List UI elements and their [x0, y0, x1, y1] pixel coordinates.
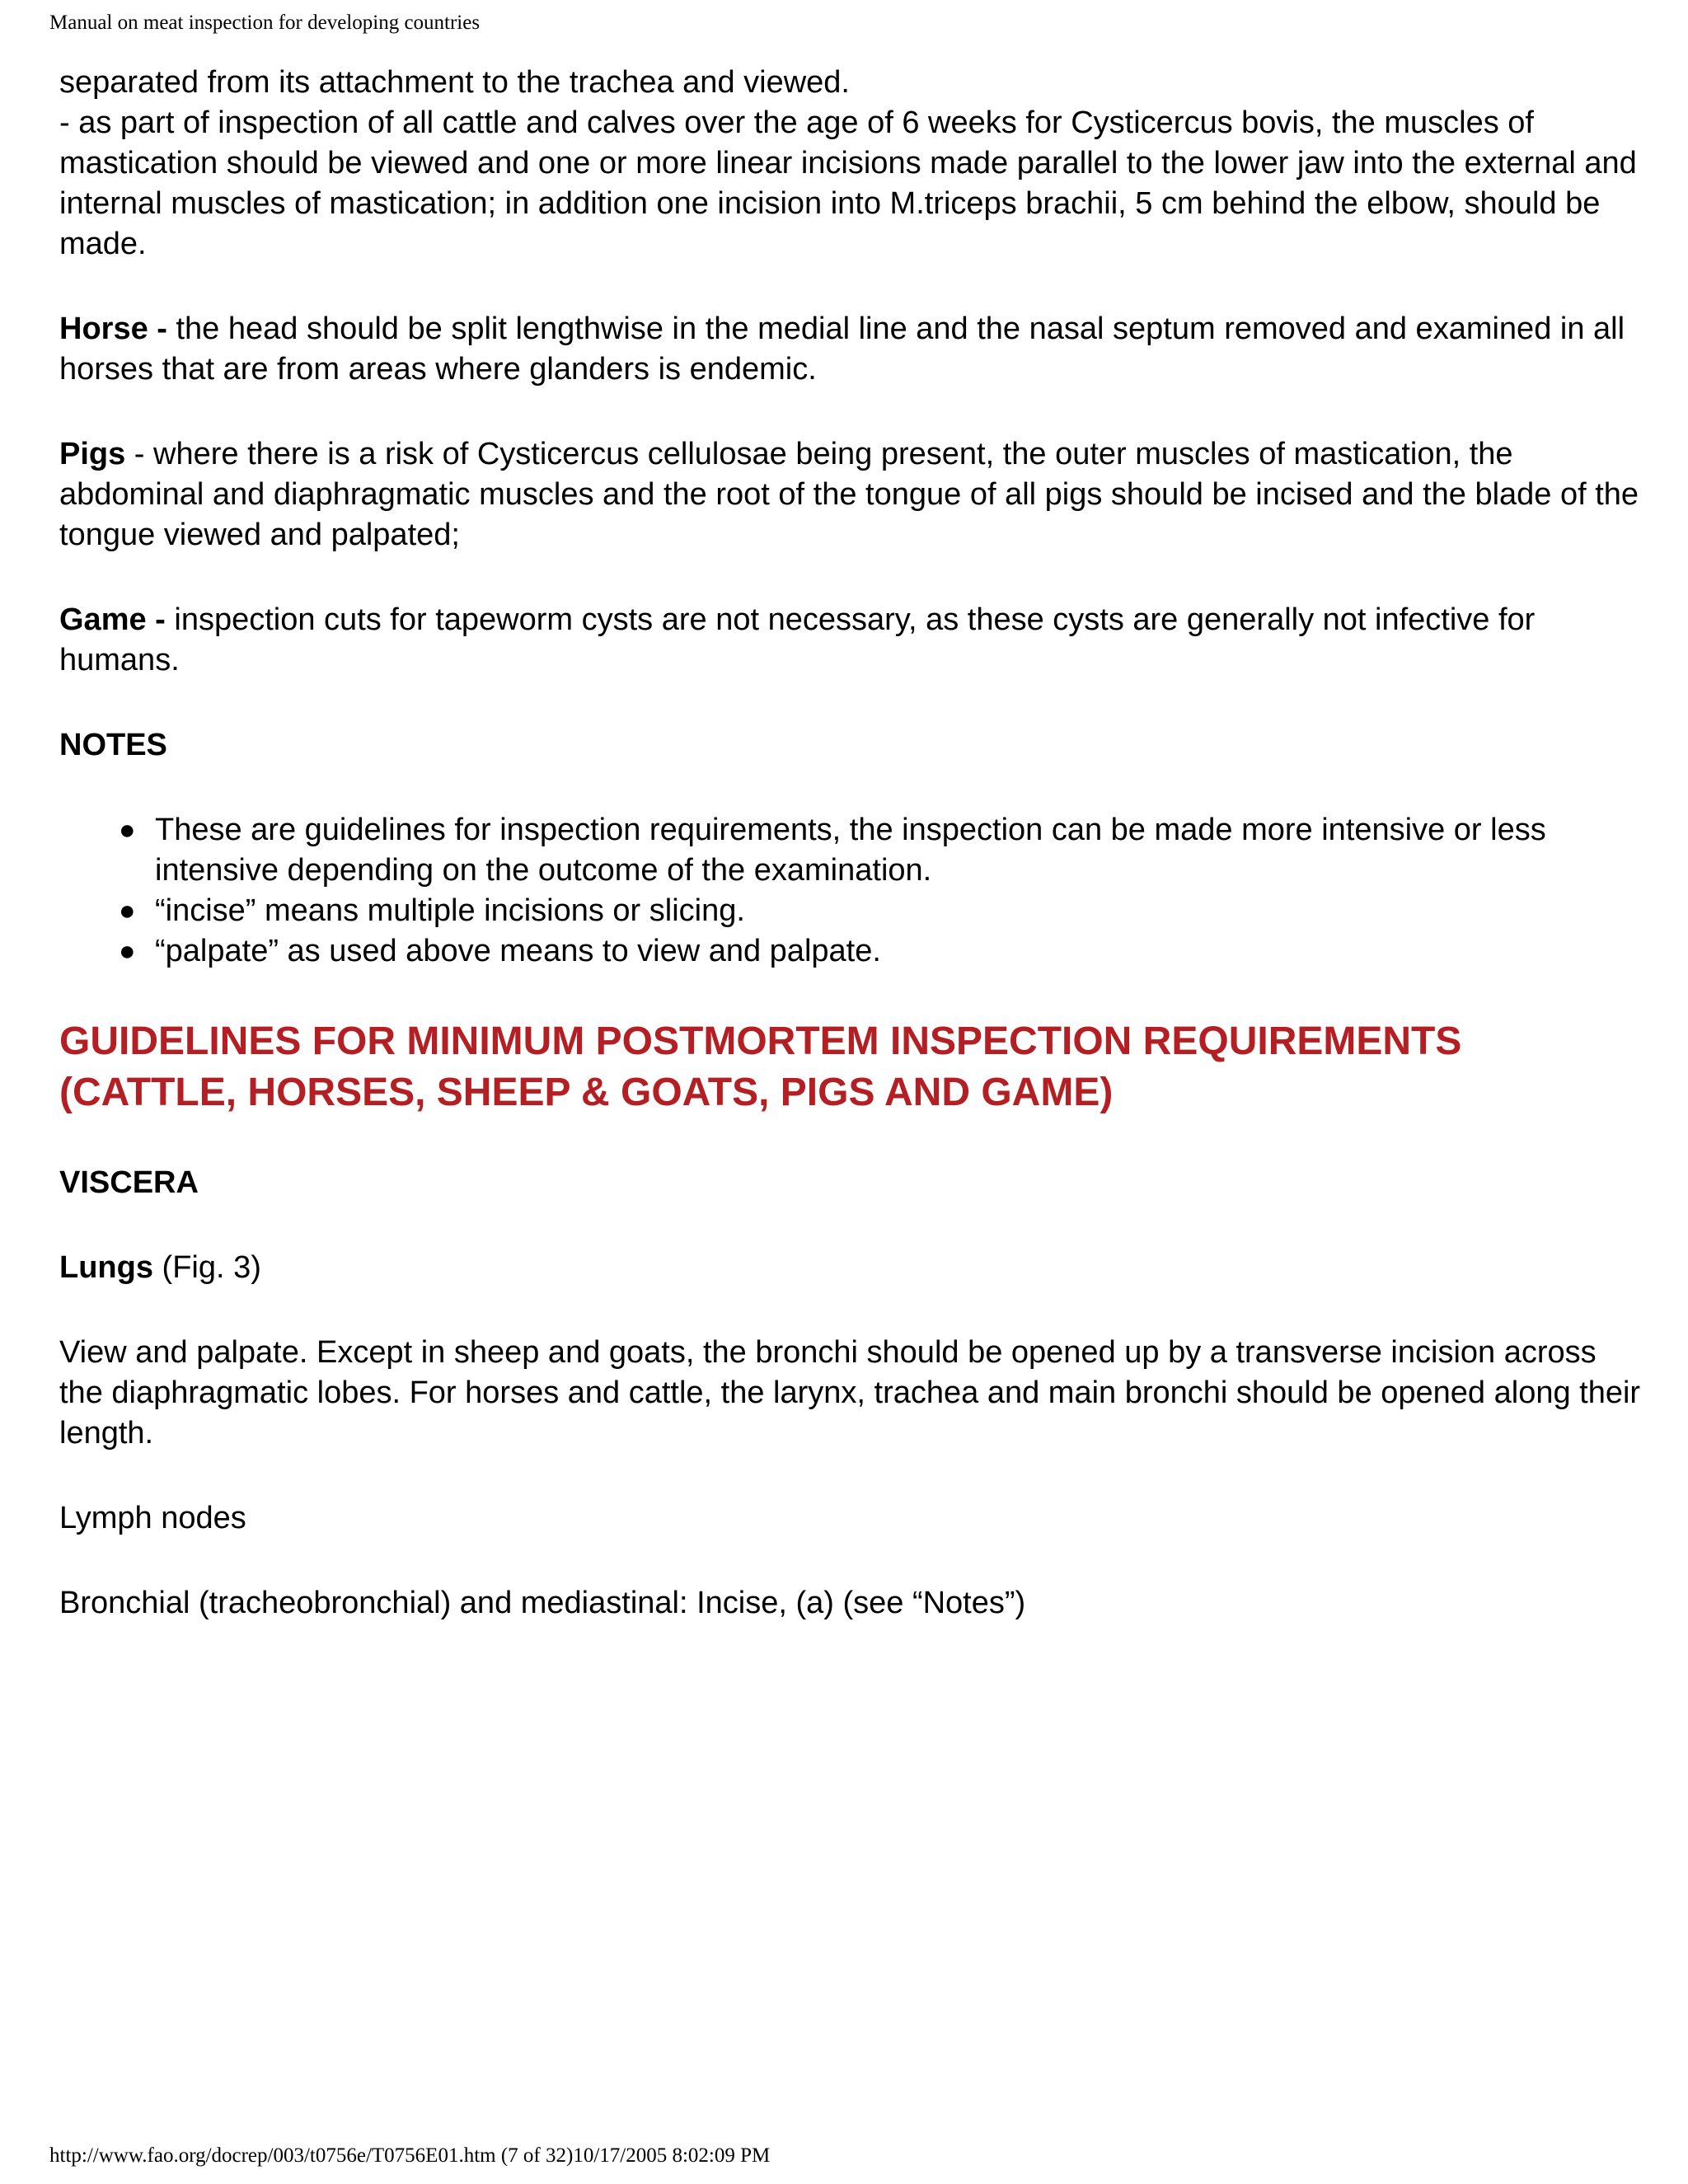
note-text: “palpate” as used above means to view and palpate.	[155, 934, 881, 968]
paragraph-bronchial: Bronchial (tracheobronchial) and mediastinal: Incise, (a) (see “Notes”)	[59, 1586, 1026, 1620]
game-label: Game -	[59, 602, 166, 637]
notes-title: NOTES	[59, 728, 167, 762]
pigs-label: Pigs	[59, 437, 126, 471]
bullet-icon: ●	[119, 935, 136, 967]
paragraph-horse	[59, 309, 1642, 390]
paragraph-game	[59, 600, 1642, 681]
horse-text: the head should be split lengthwise in the medial line and the nasal septum removed and examined in all horses that are from areas where glanders is endemic.	[59, 312, 1625, 387]
bullet-icon: ●	[119, 814, 136, 846]
note-text: “incise” means multiple incisions or slicing.	[155, 893, 745, 928]
list-item	[119, 810, 1642, 891]
lungs-label: Lungs	[59, 1250, 153, 1285]
pigs-text: - where there is a risk of Cysticercus cellulosae being present, the outer muscles of mastication, the abdominal and diaphragmatic muscles and the root of the tongue of all pigs should be incised and the blade of the tongue viewed and palpated;	[59, 437, 1639, 552]
paragraph-pigs	[59, 434, 1642, 555]
lymph-nodes-label: Lymph nodes	[59, 1501, 246, 1535]
guidelines-heading: GUIDELINES FOR MINIMUM POSTMORTEM INSPECTION REQUIREMENTS (CATTLE, HORSES, SHEEP & GOATS, PIGS AND GAME)	[59, 1019, 1462, 1114]
lungs-heading	[59, 1248, 1642, 1288]
lungs-figure-ref: (Fig. 3)	[152, 1250, 261, 1285]
bullet-icon: ●	[119, 895, 136, 926]
paragraph-cysticercus-bovis: - as part of inspection of all cattle and calves over the age of 6 weeks for Cysticercus bovis, the muscles of mastication should be viewed and one or more linear incisions made parallel to the lower jaw into the external and internal muscles of mastication; in addition one incision into M.triceps brachii, 5 cm behind the elbow, should be made.	[59, 105, 1637, 261]
document-content	[59, 63, 1642, 1668]
paragraph-trachea: separated from its attachment to the trachea and viewed.	[59, 65, 850, 100]
game-text: inspection cuts for tapeworm cysts are not necessary, as these cysts are generally not infective for humans.	[59, 602, 1536, 677]
list-item	[119, 891, 1642, 931]
viscera-title: VISCERA	[59, 1165, 199, 1200]
page-header: Manual on meat inspection for developing countries	[49, 12, 481, 34]
note-text: These are guidelines for inspection requirements, the inspection can be made more intensive or less intensive depending on the outcome of the examination.	[155, 813, 1546, 888]
notes-list	[59, 810, 1642, 972]
paragraph-lungs: View and palpate. Except in sheep and goats, the bronchi should be opened up by a transverse incision across the diaphragmatic lobes. For horses and cattle, the larynx, trachea and main bronchi should be opened along their length.	[59, 1335, 1641, 1451]
list-item	[119, 931, 1642, 972]
horse-label: Horse -	[59, 312, 167, 346]
page-footer: http://www.fao.org/docrep/003/t0756e/T0756E01.htm (7 of 32)10/17/2005 8:02:09 PM	[49, 2144, 771, 2167]
